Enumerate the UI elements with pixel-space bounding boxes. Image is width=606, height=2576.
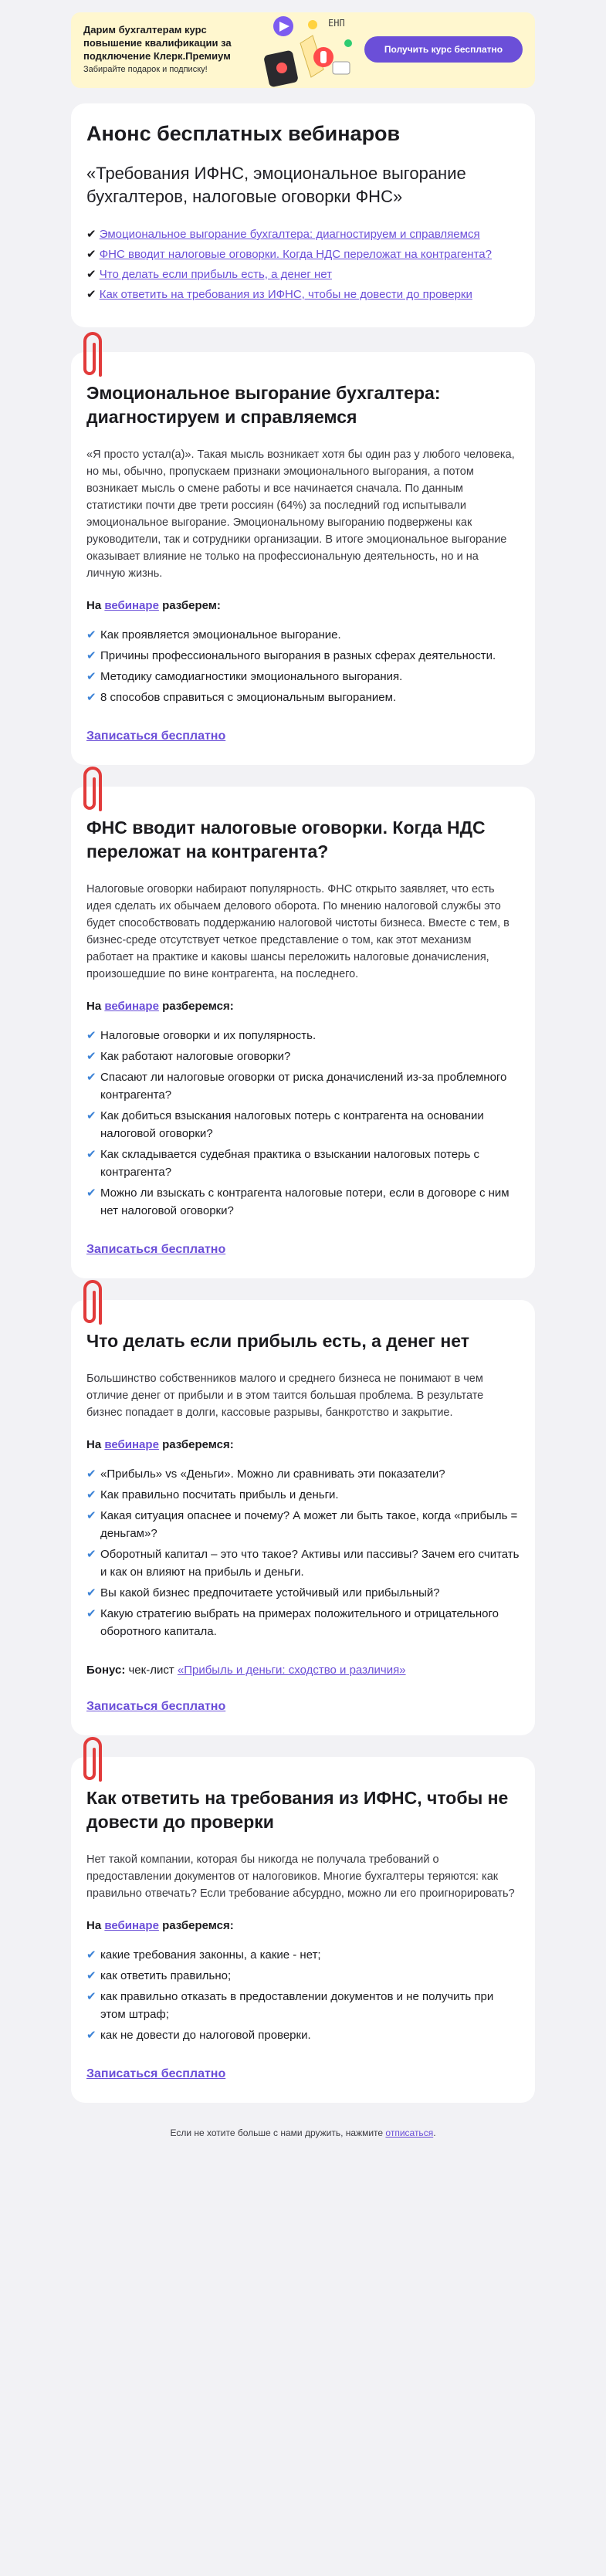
check-icon: ✔ xyxy=(86,1148,96,1161)
list-item: ✔ как правильно отказать в предоставлении документов и не получить при этом штраф; xyxy=(86,1988,520,2023)
list-item: ✔ какие требования законны, а какие - нет; xyxy=(86,1946,520,1964)
bonus-checklist-link[interactable]: «Прибыль и деньги: сходство и различия» xyxy=(177,1664,406,1677)
check-icon: ✔ xyxy=(86,1071,96,1084)
page-title: Анонс бесплатных вебинаров xyxy=(86,122,401,145)
svg-text:ЕНП: ЕНП xyxy=(328,18,345,29)
check-icon: ✔ xyxy=(86,649,96,662)
check-icon: ✔ xyxy=(86,268,96,281)
register-free-link[interactable]: Записаться бесплатно xyxy=(86,1700,226,1713)
bonus-label: Бонус: xyxy=(86,1664,126,1677)
topic-description: Нет такой компании, которая бы никогда не получала требований о предоставлении документов от налоговиков. Многие бухгалтеры теряются: как правильно отвечать? Если требование абсурдно, можно ли его проигнорировать? xyxy=(86,1853,515,1900)
list-item: ✔ Вы какой бизнес предпочитаете устойчивый или прибыльный? xyxy=(86,1584,520,1602)
topic-card-ifns xyxy=(71,1757,535,2103)
register-free-link[interactable]: Записаться бесплатно xyxy=(86,2067,226,2080)
register-free-link[interactable]: Записаться бесплатно xyxy=(86,729,226,743)
check-icon: ✔ xyxy=(86,670,96,683)
list-item: ✔ Можно ли взыскать с контрагента налоговые потери, если в договоре с ним нет налоговой оговорки? xyxy=(86,1184,520,1220)
check-icon: ✔ xyxy=(86,1467,96,1481)
topic-items xyxy=(86,1946,520,2044)
toc-list xyxy=(86,225,520,304)
check-icon: ✔ xyxy=(86,1586,96,1599)
check-icon: ✔ xyxy=(86,1488,96,1501)
webinar-link[interactable]: вебинаре xyxy=(104,1919,159,1932)
check-icon: ✔ xyxy=(86,628,96,641)
check-icon: ✔ xyxy=(86,1990,96,2003)
check-icon: ✔ xyxy=(86,248,96,261)
topic-card-tax-clauses xyxy=(71,787,535,1278)
unsubscribe-link[interactable]: отписаться xyxy=(385,2127,434,2138)
list-item: ✔ Как проявляется эмоциональное выгорание. xyxy=(86,626,520,644)
topic-description: Большинство собственников малого и среднего бизнеса не понимают в чем отличие денег от прибыли и в этом таится большая проблема. В результате бизнес попадает в долги, кассовые разрывы, банкротство и закрытие. xyxy=(86,1373,484,1419)
paperclip-icon xyxy=(80,329,110,383)
topic-title: Что делать если прибыль есть, а денег нет xyxy=(86,1331,469,1351)
toc-item xyxy=(86,245,520,264)
webinar-link[interactable]: вебинаре xyxy=(104,1438,159,1451)
check-icon: ✔ xyxy=(86,691,96,704)
footer-text: Если не хотите больше с нами дружить, нажмите xyxy=(170,2127,386,2138)
check-icon: ✔ xyxy=(86,1607,96,1620)
bonus-line: Бонус: чек-лист «Прибыль и деньги: сходство и различия» xyxy=(86,1664,406,1677)
list-item: ✔ Оборотный капитал – это что такое? Активы или пассивы? Зачем его считать и как он влияют на прибыль и деньги. xyxy=(86,1545,520,1581)
promo-illustration-icon xyxy=(252,12,361,88)
topic-items xyxy=(86,626,520,706)
check-icon: ✔ xyxy=(86,1050,96,1063)
topic-description: «Я просто устал(а)». Такая мысль возникает хотя бы один раз у любого человека, но мы, обычно, пропускаем признаки эмоционального выгорания, а потом возникает мысль о смене работы и все начинается сначала. По данным статистики почти две трети россиян (64%) за последний год испытывали эмоциональное выгорание. Эмоциональному выгоранию подвержены как руководители, так и сотрудники организации. В итоге эмоциональное выгорание оказывает влияние не только на профессиональную деятельность, но и на личную жизнь. xyxy=(86,449,515,580)
check-icon: ✔ xyxy=(86,1029,96,1042)
list-item: ✔ как ответить правильно; xyxy=(86,1967,520,1985)
intro-lead: «Требования ИФНС, эмоциональное выгорание бухгалтеров, налоговые оговорки ФНС» xyxy=(86,164,466,206)
topic-title: Эмоциональное выгорание бухгалтера: диагностируем и справляемся xyxy=(86,383,441,427)
toc-link-tax-clauses[interactable]: ФНС вводит налоговые оговорки. Когда НДС переложат на контрагента? xyxy=(99,248,492,261)
paperclip-icon xyxy=(80,763,110,817)
topic-card-profit xyxy=(71,1300,535,1735)
list-item: ✔ Какая ситуация опаснее и почему? А может ли быть такое, когда «прибыль = деньгам»? xyxy=(86,1507,520,1542)
list-item: ✔ Как добиться взыскания налоговых потерь с контрагента на основании налоговой оговорки? xyxy=(86,1107,520,1142)
list-item: ✔ 8 способов справиться с эмоциональным выгоранием. xyxy=(86,689,520,706)
list-item: ✔ «Прибыль» vs «Деньги». Можно ли сравнивать эти показатели? xyxy=(86,1465,520,1483)
toc-item xyxy=(86,266,520,284)
footer: Если не хотите больше с нами дружить, нажмите отписаться. xyxy=(170,2127,436,2138)
register-free-link[interactable]: Записаться бесплатно xyxy=(86,1243,226,1256)
paperclip-icon xyxy=(80,1277,110,1331)
paperclip-icon xyxy=(80,1734,110,1788)
topic-description: Налоговые оговорки набирают популярность. ФНС открыто заявляет, что есть идея сделать их обычаем делового оборота. По мнению налоговой службы это будет способствовать поддержанию налоговой чистоты бизнеса. Вместе с тем, в бизнес-среде отсутствует четкое представление о том, как этот механизм работает на практике и каковы шансы переложить налоговые доначисления, произошедшие по вине контрагента, на последнего. xyxy=(86,883,510,980)
toc-link-burnout[interactable]: Эмоциональное выгорание бухгалтера: диагностируем и справляемся xyxy=(99,228,480,241)
topic-items xyxy=(86,1465,520,1640)
promo-subtitle: Забирайте подарок и подписку! xyxy=(83,65,208,74)
list-item: ✔ Спасают ли налоговые оговорки от риска доначислений из-за проблемного контрагента? xyxy=(86,1068,520,1104)
topic-title: ФНС вводит налоговые оговорки. Когда НДС переложат на контрагента? xyxy=(86,817,486,861)
list-item: ✔ Какую стратегию выбрать на примерах положительного и отрицательного оборотного капитала. xyxy=(86,1605,520,1640)
toc-link-ifns[interactable]: Как ответить на требования из ИФНС, чтобы не довести до проверки xyxy=(99,288,472,301)
check-icon: ✔ xyxy=(86,228,96,241)
topic-card-burnout xyxy=(71,352,535,765)
check-icon: ✔ xyxy=(86,288,96,301)
topic-subheading: На вебинаре разберемся: xyxy=(86,1919,234,1932)
topic-title: Как ответить на требования из ИФНС, чтобы не довести до проверки xyxy=(86,1788,509,1832)
topic-subheading: На вебинаре разберем: xyxy=(86,599,221,612)
toc-item xyxy=(86,225,520,244)
list-item: ✔ Как работают налоговые оговорки? xyxy=(86,1048,520,1065)
list-item: ✔ Как правильно посчитать прибыль и деньги. xyxy=(86,1486,520,1504)
list-item: ✔ как не довести до налоговой проверки. xyxy=(86,2026,520,2044)
list-item: ✔ Методику самодиагностики эмоционального выгорания. xyxy=(86,668,520,685)
get-course-button[interactable]: Получить курс бесплатно xyxy=(364,36,523,63)
list-item: ✔ Причины профессионального выгорания в разных сферах деятельности. xyxy=(86,647,520,665)
toc-link-profit[interactable]: Что делать если прибыль есть, а денег нет xyxy=(99,268,332,281)
webinar-link[interactable]: вебинаре xyxy=(104,1000,159,1013)
check-icon: ✔ xyxy=(86,1509,96,1522)
promo-title: Дарим бухгалтерам курс повышение квалификации за подключение Клерк.Премиум xyxy=(83,24,232,62)
check-icon: ✔ xyxy=(86,1109,96,1122)
toc-item xyxy=(86,286,520,304)
webinar-link[interactable]: вебинаре xyxy=(104,599,159,612)
topic-items xyxy=(86,1027,520,1220)
check-icon: ✔ xyxy=(86,2029,96,2042)
check-icon: ✔ xyxy=(86,1969,96,1982)
topic-subheading: На вебинаре разберемся: xyxy=(86,1000,234,1013)
list-item: ✔ Как складывается судебная практика о взыскании налоговых потерь с контрагента? xyxy=(86,1146,520,1181)
check-icon: ✔ xyxy=(86,1548,96,1561)
intro-card xyxy=(71,103,535,327)
email-body xyxy=(71,12,535,2138)
check-icon: ✔ xyxy=(86,1186,96,1200)
topic-subheading: На вебинаре разберемся: xyxy=(86,1438,234,1451)
promo-banner[interactable] xyxy=(71,12,535,88)
list-item: ✔ Налоговые оговорки и их популярность. xyxy=(86,1027,520,1044)
check-icon: ✔ xyxy=(86,1948,96,1962)
